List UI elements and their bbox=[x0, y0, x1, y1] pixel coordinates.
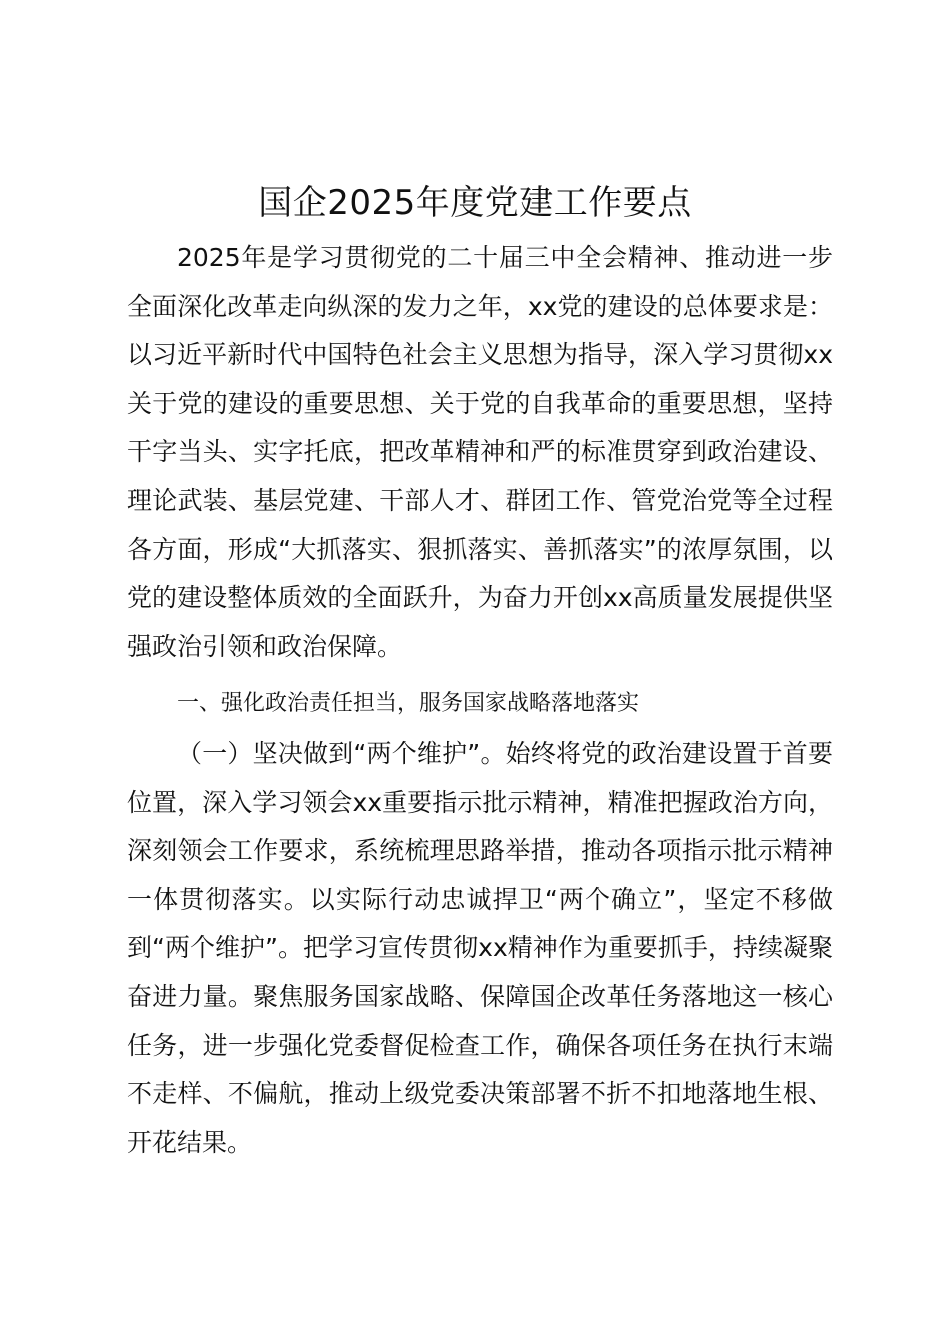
section-heading: 一、强化政治责任担当，服务国家战略落地落实 bbox=[177, 691, 640, 716]
section-paragraph: （一）坚决做到“两个维护”。始终将党的政治建设置于首要位置，深入学习领会xx重要指示批示精神，精准把握政治方向，深刻领会工作要求，系统梳理思路举措，推动各项指示批示精神一体贯彻落实。以实际行动忠诚捍卫“两个确立”，坚定不移做到“两个维护”。把学习宣传贯彻xx精神作为重要抓手，持续凝聚奋进力量。聚焦服务国家战略、保障国企改革任务落地这一核心任务，进一步强化党委督促检查工作，确保各项任务在执行末端不走样、不偏航，推动上级党委决策部署不折不扣地落地生根、开花结果。 bbox=[127, 739, 833, 1157]
document-title: 国企2025年度党建工作要点 bbox=[258, 183, 692, 223]
intro-paragraph: 2025年是学习贯彻党的二十届三中全会精神、推动进一步全面深化改革走向纵深的发力之年，xx党的建设的总体要求是：以习近平新时代中国特色社会主义思想为指导，深入学习贯彻xx关于党的建设的重要思想、关于党的自我革命的重要思想，坚持干字当头、实字托底，把改革精神和严的标准贯穿到政治建设、理论武装、基层党建、干部人才、群团工作、管党治党等全过程各方面，形成“大抓落实、狠抓落实、善抓落实”的浓厚氛围，以党的建设整体质效的全面跃升，为奋力开创xx高质量发展提供坚强政治引领和政治保障。 bbox=[127, 243, 833, 661]
